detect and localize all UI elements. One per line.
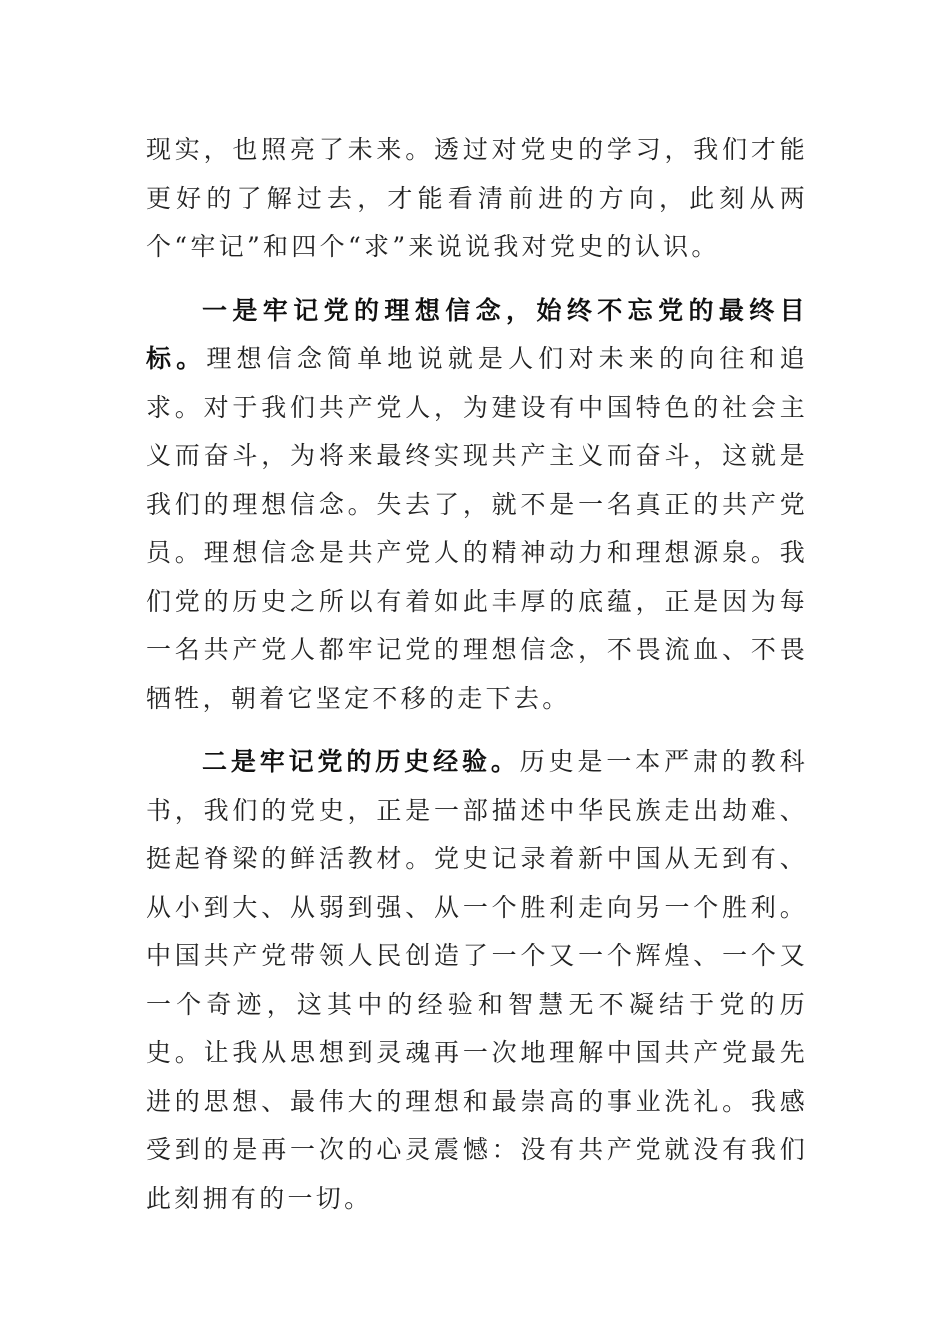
paragraph-text: 理想信念简单地说就是人们对未来的向往和追求。对于我们共产党人，为建设有中国特色的社会主义而奋斗，为将来最终实现共产主义而奋斗，这就是我们的理想信念。失去了，就不是一名真正的共产党员。理想信念是共产党人的精神动力和理想源泉。我们党的历史之所以有着如此丰厚的底蕴，正是因为每一名共产党人都牢记党的理想信念，不畏流血、不畏牺牲，朝着它坚定不移的走下去。 [146, 344, 808, 713]
document-body [146, 126, 808, 1238]
paragraph-history [146, 738, 808, 1223]
paragraph-lead: 二是牢记党的历史经验。 [202, 747, 520, 776]
paragraph-intro [146, 126, 808, 272]
paragraph-ideals [146, 287, 808, 724]
paragraph-text: 现实，也照亮了未来。透过对党史的学习，我们才能更好的了解过去，才能看清前进的方向，此刻从两个“牢记”和四个“求”来说说我对党史的认识。 [146, 135, 808, 261]
paragraph-lead: 一是牢记党的理想信念，始终不忘党的最终目标。 [146, 295, 808, 373]
paragraph-text: 历史是一本严肃的教科书，我们的党史，正是一部描述中华民族走出劫难、挺起脊梁的鲜活教材。党史记录着新中国从无到有、从小到大、从弱到强、从一个胜利走向另一个胜利。中国共产党带领人民创造了一个又一个辉煌、一个又一个奇迹，这其中的经验和智慧无不凝结于党的历史。让我从思想到灵魂再一次地理解中国共产党最先进的思想、最伟大的理想和最崇高的事业洗礼。我感受到的是再一次的心灵震憾：没有共产党就没有我们此刻拥有的一切。 [146, 747, 808, 1213]
